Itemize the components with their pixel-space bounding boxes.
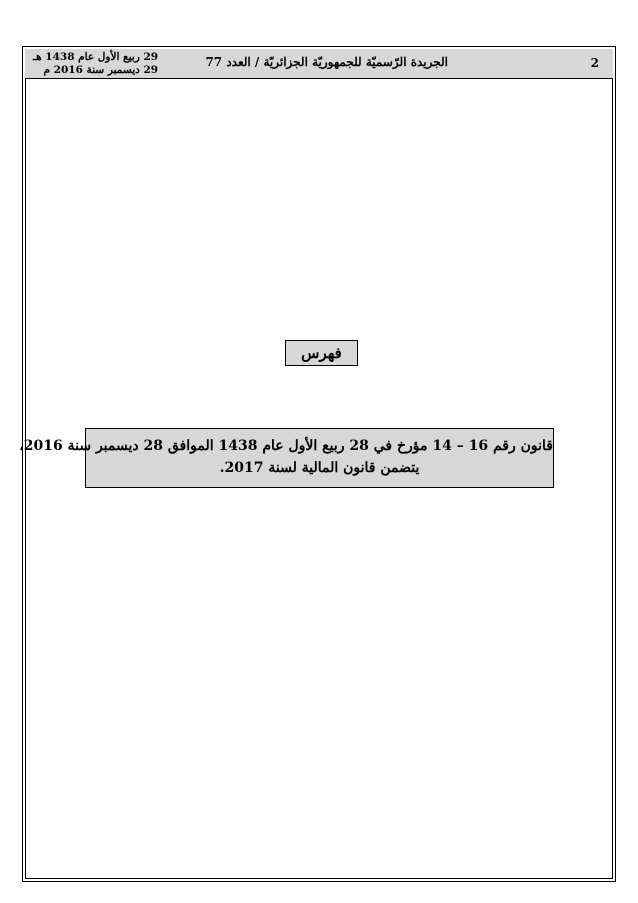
law-entry-line-1: قانون رقم 16 – 14 مؤرخ في 28 ربيع الأول عام 1438 الموافق 28 ديسمبر سنة 2016،: [19, 438, 553, 454]
gregorian-date: 29 ديسمبر سنة 2016 م: [43, 64, 159, 76]
page-header: [25, 49, 613, 79]
law-entry-line-2: يتضمن قانون المالية لسنة 2017.: [219, 460, 420, 476]
law-entry-box: [19, 428, 554, 488]
issue-date: [33, 51, 158, 77]
index-title: فهرس: [301, 344, 342, 362]
hijri-date: 29 ربيع الأول عام 1438 هـ: [33, 51, 159, 63]
journal-title: الجريدة الرّسميّة للجمهوريّة الجزائريّة / العدد 77: [205, 55, 448, 69]
index-title-box: [285, 340, 358, 366]
page-number: 2: [590, 56, 599, 70]
